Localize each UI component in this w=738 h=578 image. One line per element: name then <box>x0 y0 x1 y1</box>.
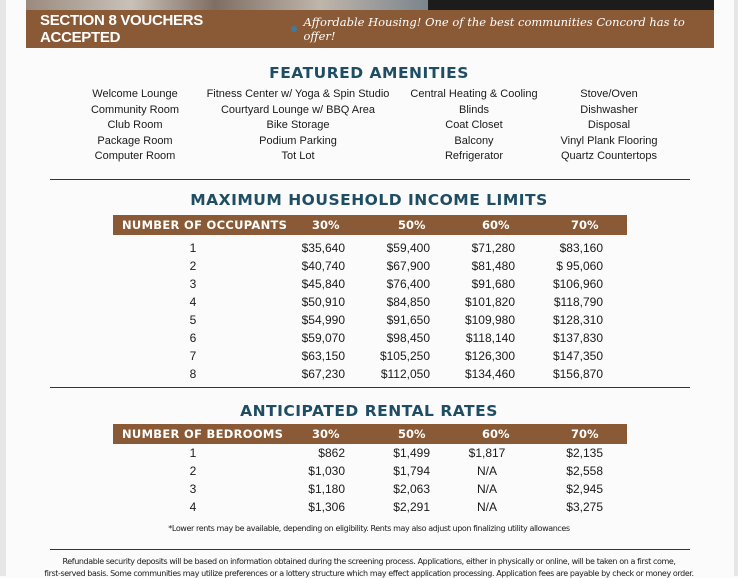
cell-60pct: $109,980 <box>464 313 515 327</box>
table-row <box>113 481 627 499</box>
section8-banner <box>26 10 714 48</box>
amenities-column-2 <box>198 87 398 165</box>
cell-60pct: N/A <box>476 482 497 496</box>
cell-30pct: $50,910 <box>301 295 345 309</box>
table-row <box>113 240 627 258</box>
header-70pct: 70% <box>571 427 599 441</box>
amenities-column-1 <box>72 87 198 165</box>
cell-30pct: $63,150 <box>301 349 345 363</box>
header-30pct: 30% <box>312 218 340 232</box>
table-row <box>113 348 627 366</box>
cell-70pct: $83,160 <box>559 241 603 255</box>
cell-30pct: $1,180 <box>308 482 345 496</box>
cell-occupants: 8 <box>189 367 197 381</box>
table-row <box>113 463 627 481</box>
cell-30pct: $40,740 <box>301 259 345 273</box>
table-row <box>113 330 627 348</box>
cell-30pct: $862 <box>318 446 345 460</box>
cell-50pct: $67,900 <box>386 259 430 273</box>
amenity-item: Computer Room <box>94 150 176 163</box>
cell-50pct: $98,450 <box>386 331 430 345</box>
cell-70pct: $147,350 <box>552 349 603 363</box>
cell-50pct: $1,499 <box>393 446 430 460</box>
divider-rule <box>50 387 690 388</box>
cell-70pct: $156,870 <box>552 367 603 381</box>
cell-60pct: $118,140 <box>465 331 515 345</box>
cell-50pct: $112,050 <box>380 367 430 381</box>
amenity-item: Coat Closet <box>445 119 503 132</box>
cell-50pct: $84,850 <box>386 295 430 309</box>
cell-30pct: $59,070 <box>301 331 345 345</box>
amenity-item: Fitness Center w/ Yoga & Spin Studio <box>206 88 390 100</box>
page-edge-right <box>734 0 738 576</box>
header-occupants: NUMBER OF OCCUPANTS <box>122 218 288 232</box>
building-photo-strip <box>26 0 446 10</box>
cell-bedrooms: 4 <box>189 500 197 514</box>
table-row <box>113 312 627 330</box>
cell-50pct: $105,250 <box>379 349 430 363</box>
cell-60pct: $1,817 <box>468 446 506 460</box>
cell-70pct: $106,960 <box>552 277 603 291</box>
amenity-item: Blinds <box>459 103 489 116</box>
amenity-item: Community Room <box>90 103 180 116</box>
cell-50pct: $91,650 <box>386 313 430 327</box>
amenity-item: Tot Lot <box>281 150 315 163</box>
amenity-item: Welcome Lounge <box>92 88 178 100</box>
table-row <box>113 294 627 312</box>
rental-title: ANTICIPATED RENTAL RATES <box>240 402 498 420</box>
cell-50pct: $2,291 <box>393 500 430 514</box>
rental-table-header <box>113 424 627 444</box>
banner-title: SECTION 8 VOUCHERS ACCEPTED <box>40 12 203 46</box>
cell-70pct: $137,830 <box>552 331 603 345</box>
cell-occupants: 7 <box>189 349 197 363</box>
cell-70pct: $2,558 <box>566 464 603 478</box>
dark-photo-strip <box>428 0 714 10</box>
amenities-title: FEATURED AMENITIES <box>269 64 469 82</box>
cell-60pct: $71,280 <box>471 241 515 255</box>
cell-60pct: N/A <box>476 464 497 478</box>
cell-30pct: $54,990 <box>301 313 345 327</box>
cell-70pct: $2,135 <box>566 446 603 460</box>
amenity-item: Balcony <box>454 134 494 147</box>
banner-tagline: Affordable Housing! One of the best communities Concord has to offer! <box>303 15 685 43</box>
cell-30pct: $1,030 <box>308 464 345 478</box>
cell-70pct: $128,310 <box>552 313 603 327</box>
amenity-item: Package Room <box>97 134 173 147</box>
page-edge-left <box>0 0 6 576</box>
header-50pct: 50% <box>398 427 426 441</box>
amenity-item: Courtyard Lounge w/ BBQ Area <box>220 103 376 116</box>
cell-60pct: $134,460 <box>464 367 515 381</box>
cell-70pct: $3,275 <box>566 500 603 514</box>
cell-occupants: 3 <box>189 277 197 291</box>
rental-footnote: *Lower rents may be available, depending on eligibility. Rents may also adjust upon finalizing utility allowances <box>168 524 570 533</box>
amenity-item: Podium Parking <box>259 134 337 147</box>
cell-30pct: $67,230 <box>301 367 345 381</box>
amenities-column-3 <box>404 87 544 165</box>
income-title: MAXIMUM HOUSEHOLD INCOME LIMITS <box>190 191 548 209</box>
amenity-item: Refrigerator <box>444 150 504 163</box>
amenity-item: Club Room <box>107 119 163 132</box>
cell-70pct: $2,945 <box>566 482 603 496</box>
cell-50pct: $76,400 <box>386 277 430 291</box>
amenities-column-4 <box>548 87 670 165</box>
divider-rule <box>50 549 690 550</box>
cell-occupants: 5 <box>189 313 197 327</box>
amenity-item: Vinyl Plank Flooring <box>560 134 658 147</box>
cell-50pct: $59,400 <box>386 241 430 255</box>
cell-bedrooms: 1 <box>189 446 197 460</box>
cell-50pct: $1,794 <box>393 464 430 478</box>
cell-bedrooms: 3 <box>189 482 197 496</box>
table-row <box>113 366 627 384</box>
table-row <box>113 445 627 463</box>
header-60pct: 60% <box>482 427 510 441</box>
cell-70pct: $118,790 <box>553 295 603 309</box>
table-row <box>113 258 627 276</box>
cell-30pct: $1,306 <box>308 500 345 514</box>
footer-line-1: Refundable security deposits will be based on information obtained during the screening process. Applications, either in physically or online, will be taken on a first come, <box>62 557 676 566</box>
amenity-item: Quartz Countertops <box>561 150 657 163</box>
income-table-header <box>113 215 627 235</box>
header-30pct: 30% <box>312 427 340 441</box>
cell-60pct: $81,480 <box>471 259 515 273</box>
header-50pct: 50% <box>398 218 426 232</box>
cell-bedrooms: 2 <box>189 464 197 478</box>
cell-70pct: $ 95,060 <box>556 259 603 273</box>
cell-60pct: N/A <box>476 500 497 514</box>
header-60pct: 60% <box>482 218 510 232</box>
header-bedrooms: NUMBER OF BEDROOMS <box>122 427 284 441</box>
table-row <box>113 499 627 517</box>
table-row <box>113 276 627 294</box>
cell-30pct: $45,840 <box>301 277 345 291</box>
amenity-item: Stove/Oven <box>580 88 638 100</box>
header-70pct: 70% <box>571 218 599 232</box>
amenity-item: Disposal <box>587 119 631 132</box>
bullet-dot-icon <box>291 26 297 32</box>
cell-occupants: 2 <box>189 259 197 273</box>
cell-occupants: 6 <box>189 331 197 345</box>
amenity-item: Central Heating & Cooling <box>410 88 538 100</box>
footer-line-2: first-served basis. Some communities may utilize preferences or a lottery structure which may effect application processing. Application fees are payable by check or money order. <box>44 569 694 578</box>
cell-60pct: $126,300 <box>464 349 515 363</box>
cell-occupants: 4 <box>189 295 197 309</box>
divider-rule <box>50 179 690 180</box>
amenity-item: Bike Storage <box>266 119 330 132</box>
cell-60pct: $91,680 <box>471 277 515 291</box>
cell-60pct: $101,820 <box>464 295 515 309</box>
cell-50pct: $2,063 <box>393 482 430 496</box>
cell-occupants: 1 <box>189 241 197 255</box>
amenity-item: Dishwasher <box>580 103 638 116</box>
cell-30pct: $35,640 <box>301 241 345 255</box>
